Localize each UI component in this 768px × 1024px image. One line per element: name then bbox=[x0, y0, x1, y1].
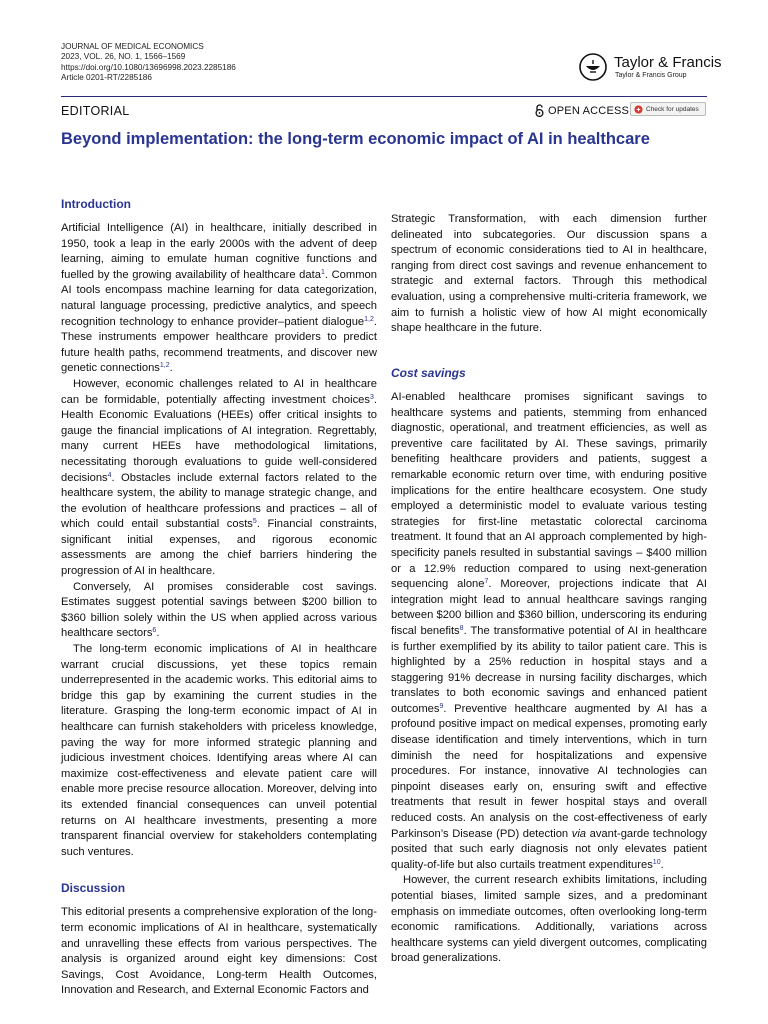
section-label: EDITORIAL bbox=[61, 104, 130, 118]
intro-paragraph-1: Artificial Intelligence (AI) in healthcare, initially described in 1950, took a leap in the early 2000s with the advent of deep learning, aiming to emulate human cognitive functions and fuelled by the growing availability of healthcare data$^1$. Common AI tools encompass machine learning for data categorization, natural language processing, predictive analytics, and speech recognition technology to enhance provider–patient dialogue$^{1,2}$. These instruments empower healthcare providers to predict future health paths, recommend treatments, and discover new genetic connections$^{1,2}$. bbox=[61, 222, 377, 375]
journal-volume: 2023, VOL. 26, NO. 1, 1566–1569 bbox=[61, 52, 186, 62]
check-updates-label: Check for updates bbox=[646, 105, 699, 113]
journal-name: JOURNAL OF MEDICAL ECONOMICS bbox=[61, 42, 204, 51]
discussion-paragraph-continued: Strategic Transformation, with each dimension further delineated into subcategories. Our discussion spans a spectrum of economic considerations tied to AI in healthcare, ranging from direct cost savings and revenue enhancement to strategic and external factors. Through this methodical evaluation, using a comprehensive multi-criteria framework, we aim to furnish a holistic view of how AI might economically shape healthcare in the future. bbox=[391, 213, 707, 335]
citation[interactable]: 8 bbox=[459, 624, 464, 632]
citation[interactable]: 7 bbox=[484, 578, 489, 586]
citation[interactable]: 10 bbox=[652, 858, 661, 866]
citation[interactable]: 1,2 bbox=[159, 362, 170, 370]
header-divider bbox=[61, 96, 707, 97]
crossmark-icon bbox=[634, 105, 643, 114]
cost-savings-column bbox=[391, 365, 707, 967]
cost-savings-paragraph-2: However, the current research exhibits limitations, including potential biases, limited sample sizes, and a predominant emphasis on immediate outcomes, often overlooking long-term economic ramifications. Additionally, variations across healthcare systems can yield divergent outcomes, complicating broad generalizations. bbox=[391, 874, 707, 965]
journal-header bbox=[61, 42, 236, 84]
discussion-paragraph-1: This editorial presents a comprehensive exploration of the long-term economic implications of AI in healthcare, systematically and unravelling these effects from various perspectives. The analysis is organized around eight key dimensions: Cost Savings, Cost Avoidance, Long-term Health Outcomes, Innovation and Research, and External Economic Factors and bbox=[61, 906, 377, 997]
citation[interactable]: 6 bbox=[152, 627, 157, 635]
introduction-heading: Introduction bbox=[61, 197, 131, 211]
open-lock-icon bbox=[535, 104, 544, 117]
intro-paragraph-3: Conversely, AI promises considerable cost savings. Estimates suggest potential savings between $200 billion to $360 billion solely within the US when applied across various healthcare sectors$^6$. bbox=[61, 580, 377, 640]
publisher-lamp-icon bbox=[578, 52, 608, 82]
citation[interactable]: 4 bbox=[107, 471, 112, 479]
publisher-group: Taylor & Francis Group bbox=[615, 72, 687, 79]
left-column bbox=[61, 196, 377, 999]
cost-savings-paragraph-1: AI-enabled healthcare promises significant savings to healthcare systems and patients, stemming from enhanced diagnostic, operational, and treatment efficiencies, as well as preventive care facilitated by AI. These savings, primarily benefiting healthcare providers and patients, suggest a remarkable economic return over time, with enduring positive implications for the entire healthcare ecosystem. One study employed a deterministic model to evaluate various testing strategies for first-line metastatic colorectal carcinoma treatment. It found that an AI approach complemented by high-specificity panels resulted in substantial savings – $400 million or a 12.9% reduction compared to using next-generation sequencing alone$^7$. Moreover, projections indicate that AI integration might lead to annual healthcare savings ranging between $200 billion and $360 billion, underscoring its enduring fiscal benefits$^8$. The transformative potential of AI in healthcare is further exemplified by its ability to tailor patient care. This is highlighted by a 25% reduction in hospital stays and a staggering 91% decrease in nursing facility discharges, which translates to both economic savings and enhanced patient outcomes$^9$. Preventive healthcare augmented by AI has a profound positive impact on medical expenses, promoting early disease identification and timely interventions, which in turn diminish the need for hospitalizations and expensive procedures. For instance, innovative AI technologies can pinpoint diseases early on, ensuring swift and effective treatments that result in fewer hospital stays and overall reduced costs. An analysis on the cost-effectiveness of early Parkinson’s Disease (PD) detection via avant-garde technology posited that such early diagnosis not only elevates patient quality-of-life but also curtails treatment expenditures$^{10}$. bbox=[391, 391, 707, 871]
intro-paragraph-2: However, economic challenges related to AI in healthcare can be formidable, potentially affecting investment choices$^3$. Health Economic Evaluations (HEEs) offer critical insights to gauge the financial implications of AI integration. Regrettably, many current HEEs have methodological limitations, necessitating thorough evaluations to guide well-considered decisions$^4$. Obstacles include external factors related to the healthcare system, the ability to manage strategic change, and the evolution of healthcare professions and practices – all of which could entail substantial costs$^5$. Financial constraints, significant initial expenses, and rigorous economic assessments are among the chief barriers hindering the progression of AI in healthcare. bbox=[61, 377, 377, 578]
citation[interactable]: 5 bbox=[252, 518, 257, 526]
right-column bbox=[391, 212, 707, 337]
open-access-label: OPEN ACCESS bbox=[548, 104, 630, 117]
article-id: Article 0201-RT/2285186 bbox=[61, 73, 152, 83]
citation[interactable]: 3 bbox=[369, 393, 374, 401]
cost-savings-heading: Cost savings bbox=[391, 366, 466, 380]
citation[interactable]: 1,2 bbox=[364, 315, 374, 323]
check-updates-button[interactable] bbox=[630, 102, 706, 116]
citation[interactable]: 1 bbox=[320, 268, 325, 276]
open-access-badge bbox=[535, 104, 629, 117]
discussion-heading: Discussion bbox=[61, 881, 126, 896]
citation[interactable]: 9 bbox=[439, 702, 444, 710]
publisher-name: Taylor & Francis bbox=[614, 54, 722, 71]
article-title: Beyond implementation: the long-term economic impact of AI in healthcare bbox=[61, 130, 650, 148]
intro-paragraph-4: The long-term economic implications of AI in healthcare warrant crucial discussions, yet these topics remain underrepresented in the academic works. This editorial aims to bridge this gap by examining the current studies in the literature. Grasping the long-term economic impact of AI in healthcare can furnish stakeholders with priceless knowledge, paving the way for more informed strategic planning and judicious investment choices. Identifying areas where AI can maximize cost-effectiveness and elevate patient care will enable more precise resource allocation. Moreover, delving into its extended financial consequences can unveil potential returns on AI healthcare investments, presenting a more transparent financial overview for stakeholders contemplating such ventures. bbox=[61, 643, 377, 858]
doi-link[interactable]: https://doi.org/10.1080/13696998.2023.2285186 bbox=[61, 62, 236, 72]
